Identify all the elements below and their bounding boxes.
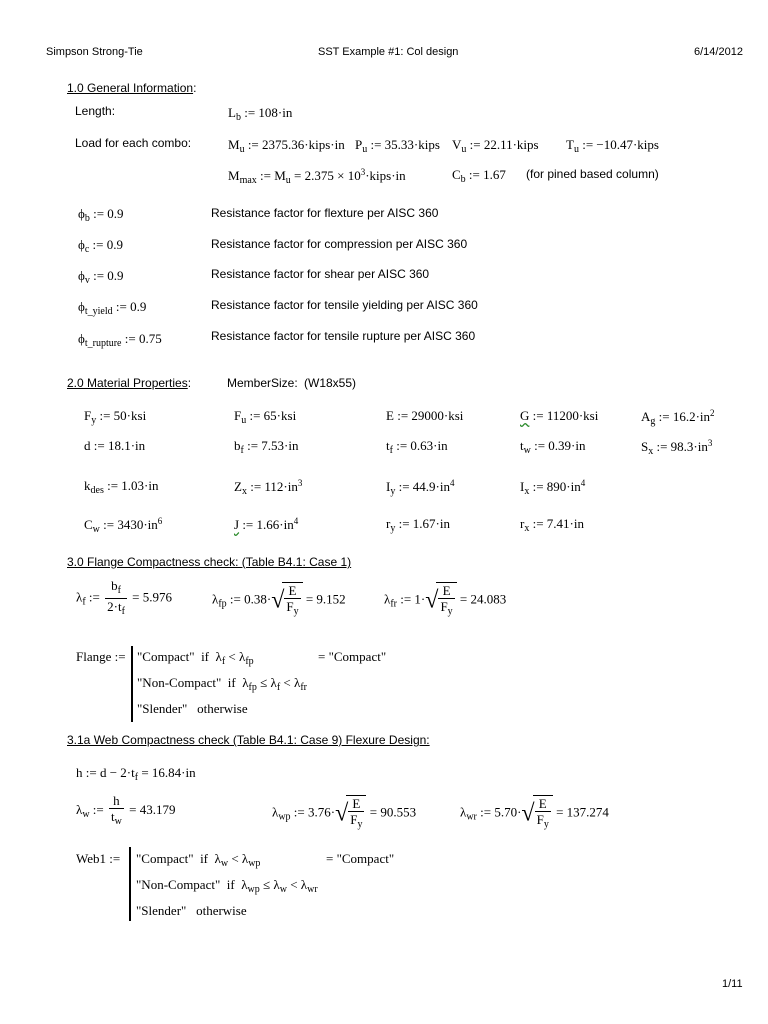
sx-equation: $S_x$ := $98.3\cdot in^3$ (641, 438, 713, 457)
page-number: 1/11 (722, 978, 743, 990)
g-equation: G := 11200·ksi (520, 408, 599, 423)
load-label: Load for each combo: (75, 136, 192, 150)
web-result: = "Compact" (326, 851, 395, 866)
h-equation: h := $d - 2\cdot t_f = 16.84\cdot in$ (76, 765, 196, 783)
zx-equation: $Z_x$ := $112\cdot in^3$ (234, 478, 303, 497)
flange-case-slender: "Slender" otherwise (137, 701, 248, 716)
length-label: Length: (75, 104, 116, 118)
section-general-heading: 1.0 General Information: (67, 81, 197, 95)
phi-t-yield-description: Resistance factor for tensile yielding per AISC 360 (211, 298, 478, 312)
length-equation: $L_b$ := 108·in (228, 105, 293, 123)
ix-equation: $I_x$ := $890\cdot in^4$ (520, 478, 586, 497)
phi-v-equation: $\phi_v$ := 0.9 (78, 268, 124, 286)
header-left: Simpson Strong-Tie (46, 46, 143, 58)
iy-equation: $I_y$ := $44.9\cdot in^4$ (386, 478, 455, 497)
cw-equation: $C_w$ := $3430\cdot in^6$ (84, 516, 163, 535)
e-equation: E := 29000·ksi (386, 408, 464, 423)
lambda-w-equation: $\lambda_w$ := $\frac{h}{t_w}$ = 43.179 (76, 793, 176, 827)
phi-b-equation: $\phi_b$ := 0.9 (78, 206, 124, 224)
header-title: SST Example #1: Col design (318, 46, 459, 58)
web-program-bracket (129, 847, 131, 921)
rx-equation: $r_x$ := 7.41·in (520, 516, 584, 534)
member-size-label: MemberSize: (227, 376, 298, 390)
header-date: 6/14/2012 (694, 46, 743, 58)
bf-equation: $b_f$ := 7.53·in (234, 438, 299, 456)
lambda-f-equation: $\lambda_f$ := $\frac{b_f}{2\cdot t_f}$ = 5.976 (76, 578, 172, 617)
cb-equation: $C_b$ := 1.67 (452, 167, 506, 185)
flange-program-bracket (131, 646, 133, 722)
tu-equation: $T_u$ := −10.47·kips (566, 137, 659, 155)
flange-case-noncompact: "Non-Compact" if $\lambda_{fp} \le \lambda_f < \lambda_{fr}$ (137, 675, 307, 693)
section-web-heading: 3.1a Web Compactness check (Table B4.1: Case 9) Flexure Design: (67, 733, 430, 747)
phi-t-rupture-equation: $\phi_{t\_rupture}$ := 0.75 (78, 331, 162, 349)
fu-equation: $F_u$ := 65·ksi (234, 408, 297, 426)
lambda-wp-equation: $\lambda_{wp}$ := 3.76·√ $\frac{E}{F_y}$ = 90.553 (272, 796, 417, 830)
flange-program-name: Flange := (76, 649, 126, 664)
web-program-name: Web1 := (76, 851, 121, 866)
mmax-equation: $M_{max}$ := $M_u = 2.375$ × $10^3\cdot kips\cdot in$ (228, 167, 406, 186)
section-flange-heading: 3.0 Flange Compactness check: (Table B4.1: Case 1) (67, 555, 352, 569)
web-case-slender: "Slender" otherwise (136, 903, 247, 918)
pu-equation: $P_u$ := 35.33·kips (355, 137, 440, 155)
cb-note: (for pined based column) (526, 167, 659, 181)
section-material-heading: 2.0 Material Properties: (67, 376, 192, 390)
phi-t-yield-equation: $\phi_{t\_yield}$ := 0.9 (78, 299, 147, 317)
phi-t-rupture-description: Resistance factor for tensile rupture per AISC 360 (211, 329, 476, 343)
web-case-compact: "Compact" if $\lambda_w < \lambda_{wp}$ (136, 851, 261, 869)
j-equation: J := $1.66\cdot in^4$ (234, 516, 299, 532)
member-size-value: (W18x55) (304, 376, 357, 390)
phi-c-equation: $\phi_c$ := 0.9 (78, 237, 123, 255)
d-equation: d := 18.1·in (84, 438, 146, 453)
fy-equation: $F_y$ := 50·ksi (84, 408, 147, 426)
phi-v-description: Resistance factor for shear per AISC 360 (211, 267, 430, 281)
vu-equation: $V_u$ := 22.11·kips (452, 137, 539, 155)
lambda-fp-equation: $\lambda_{fp}$ := 0.38·√ $\frac{E}{F_y}$ = 9.152 (212, 583, 346, 617)
phi-c-description: Resistance factor for compression per AISC 360 (211, 237, 468, 251)
ag-equation: $A_g$ := $16.2\cdot in^2$ (641, 408, 715, 427)
phi-b-description: Resistance factor for flexture per AISC 360 (211, 206, 439, 220)
tw-equation: $t_w$ := 0.39·in (520, 438, 586, 456)
ry-equation: $r_y$ := 1.67·in (386, 516, 450, 534)
lambda-wr-equation: $\lambda_{wr}$ := 5.70·√ $\frac{E}{F_y}$ = 137.274 (460, 796, 609, 830)
flange-case-compact: "Compact" if $\lambda_f < \lambda_{fp}$ (137, 649, 254, 667)
mu-equation: $M_u$ := 2375.36·kips·in (228, 137, 345, 155)
kdes-equation: $k_{des}$ := 1.03·in (84, 478, 159, 496)
flange-result: = "Compact" (318, 649, 387, 664)
web-case-noncompact: "Non-Compact" if $\lambda_{wp} \le \lambda_w < \lambda_{wr}$ (136, 877, 318, 895)
tf-equation: $t_f$ := 0.63·in (386, 438, 448, 456)
lambda-fr-equation: $\lambda_{fr}$ := 1·√ $\frac{E}{F_y}$ = 24.083 (384, 583, 507, 617)
